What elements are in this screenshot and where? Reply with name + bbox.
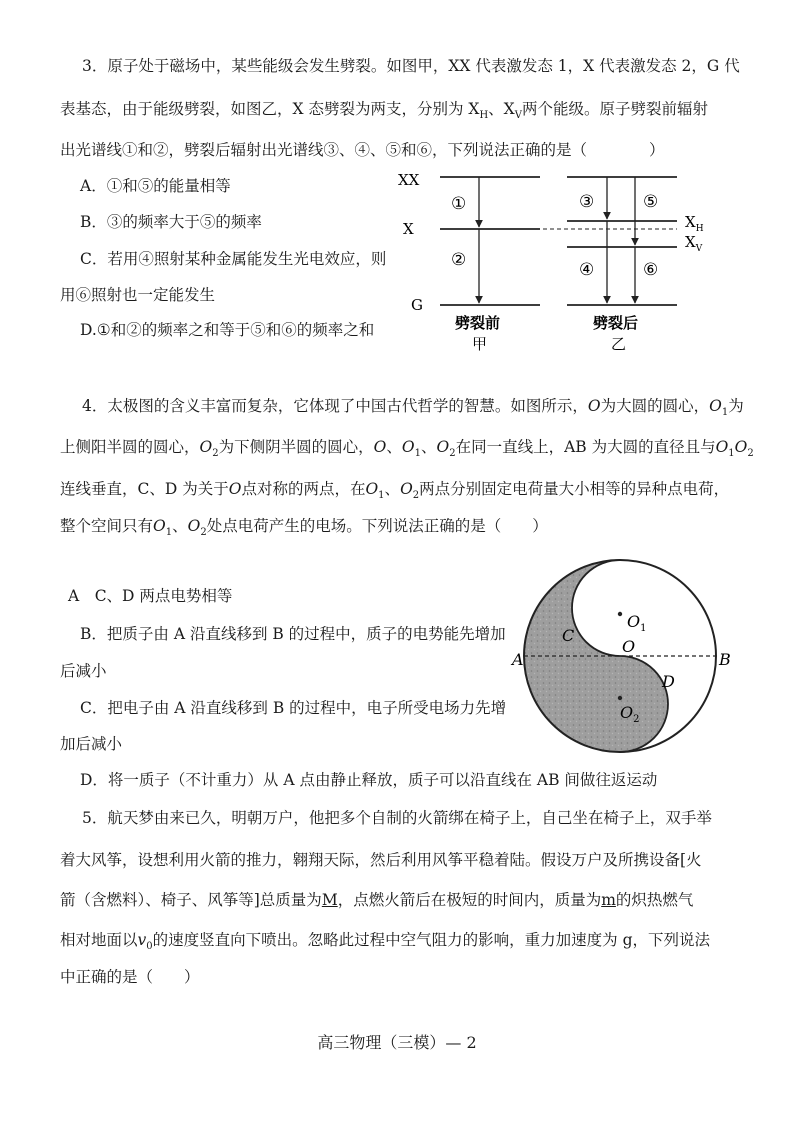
q4-stem-line-1 [82, 396, 744, 423]
caption-after: 劈裂后 [593, 314, 639, 332]
q3-stem-line-3: 出光谱线①和②，劈裂后辐射出光谱线③、④、⑤和⑥，下列说法正确的是（ ） [60, 141, 665, 159]
label-o2: $O_2$ [620, 703, 640, 725]
q5-sub-0: 0 [146, 941, 153, 953]
q4-stem-text: 、 [386, 438, 402, 456]
q5-symbol-v: v [137, 931, 147, 949]
sub-2: 2 [412, 490, 420, 502]
sym-o2: O [187, 517, 201, 535]
level-xx-label: XX [398, 171, 420, 189]
sym-o1: O [401, 438, 415, 456]
sub-1: 1 [728, 448, 735, 460]
q3-stem-line-1: 3．原子处于磁场中，某些能级会发生劈裂。如图甲，XX 代表激发态 1，X 代表激发态 2，G 代 [82, 57, 740, 75]
level-x-label: X [403, 220, 414, 238]
q4-stem-line-4 [60, 516, 548, 543]
sub-1: 1 [414, 448, 421, 460]
q4-option-d: D．将一质子（不计重力）从 A 点由静止释放，质子可以沿直线在 AB 间做往返运动 [80, 771, 658, 789]
q5-stem-line-5: 中正确的是（ ） [60, 968, 200, 986]
line-1-label: ① [451, 194, 467, 214]
q3-stem-text: 表基态，由于能级劈裂，如图乙，X 态劈裂为两支，分别为 X [60, 100, 480, 118]
q3-option-a: A．①和⑤的能量相等 [80, 177, 231, 195]
sym-o: O [587, 397, 601, 415]
point-o2 [618, 696, 622, 700]
q5-stem-text: 的炽热燃气 [615, 891, 694, 909]
q5-stem-line-1: 5．航天梦由来已久，明朝万户，他把多个自制的火箭绑在椅子上，自己坐在椅子上，双手举 [82, 809, 712, 827]
caption-before: 劈裂前 [455, 314, 501, 332]
label-c: C [562, 626, 575, 645]
line-6-label: ⑥ [643, 260, 659, 280]
q4-stem-text: 两点分别固定电荷量大小相等的异种点电荷， [419, 480, 730, 498]
q3-option-c-line-1: C．若用④照射某种金属能发生光电效应，则 [80, 250, 387, 268]
q4-option-c-line-2: 加后减小 [60, 735, 123, 753]
line-5-label: ⑤ [643, 192, 659, 212]
sub-1: 1 [721, 407, 729, 419]
sym-o2: O [734, 438, 748, 456]
energy-level-diagram [395, 165, 715, 355]
level-xv-label: $X_V$ [685, 233, 703, 254]
q4-option-b-line-2: 后减小 [60, 662, 107, 680]
q3-stem-text: 两个能级。原子劈裂前辐射 [521, 100, 708, 118]
q4-stem-text: 4．太极图的含义丰富而复杂，它体现了中国古代哲学的智慧。如图所示， [82, 397, 588, 415]
label-o1: $O_1$ [627, 612, 647, 634]
q3-option-d: D.①和②的频率之和等于⑤和⑥的频率之和 [80, 321, 375, 339]
q3-sub-v: V [514, 110, 522, 122]
q5-symbol-m-big: M [321, 891, 338, 909]
q5-stem-line-3 [60, 890, 693, 910]
sym-o1: O [153, 517, 166, 535]
page-footer: 高三物理（三模）— 2 [317, 1033, 477, 1052]
q3-option-c-line-2: 用⑥照射也一定能发生 [60, 286, 216, 304]
caption-before-sub: 甲 [472, 335, 488, 353]
q4-stem-text: 为 [728, 397, 744, 415]
q3-stem-text: 、X [488, 100, 515, 118]
q4-stem-line-2 [60, 437, 754, 464]
q5-stem-text: 相对地面以 [60, 931, 138, 949]
q5-stem-text: ，点燃火箭后在极短的时间内，质量为 [337, 891, 602, 909]
q4-stem-text: 点对称的两点，在 [241, 480, 366, 498]
point-o1 [618, 612, 622, 616]
caption-after-sub: 乙 [611, 335, 627, 353]
sym-o: O [373, 438, 387, 456]
sub-2: 2 [212, 448, 219, 460]
line-4-label: ④ [579, 260, 595, 280]
line-3-label: ③ [579, 192, 595, 212]
taiji-diagram [512, 555, 742, 755]
sym-o1: O [365, 480, 379, 498]
q3-stem-line-2 [60, 99, 708, 126]
q4-stem-text: 为下侧阴半圆的圆心， [218, 438, 374, 456]
label-b: B [719, 650, 731, 669]
q4-stem-line-3 [60, 479, 729, 506]
q4-stem-text: 、 [172, 517, 188, 535]
sym-o2: O [199, 438, 213, 456]
sym-o2: O [436, 438, 450, 456]
label-d: D [662, 672, 675, 691]
q4-stem-text: 在同一直线上，AB 为大圆的直径且与 [455, 438, 716, 456]
q4-stem-text: 、 [384, 480, 401, 498]
sub-1: 1 [165, 527, 173, 539]
line-2-label: ② [451, 250, 467, 270]
sym-o1: O [715, 438, 729, 456]
label-o: O [622, 637, 636, 656]
q4-option-a: A C、D 两点电势相等 [68, 587, 233, 605]
level-xh-label: $X_H$ [685, 213, 704, 234]
q3-option-b: B．③的频率大于⑤的频率 [80, 213, 262, 231]
q4-option-b-line-1: B．把质子由 A 沿直线移到 B 的过程中，质子的电势能先增加 [80, 625, 506, 643]
q5-stem-text: 箭（含燃料）、椅子、风筝等]总质量为 [60, 891, 322, 909]
q4-stem-text: 、 [420, 438, 437, 456]
sub-1: 1 [378, 490, 385, 502]
q4-stem-text: 处点电荷产生的电场。下列说法正确的是（ ） [206, 517, 548, 535]
q4-option-c-line-1: C．把电子由 A 沿直线移到 B 的过程中，电子所受电场力先增 [80, 699, 507, 717]
label-a: A [512, 650, 524, 669]
sym-o2: O [400, 480, 413, 498]
sub-2: 2 [449, 448, 456, 460]
q4-stem-text: 上侧阳半圆的圆心， [60, 438, 200, 456]
q5-symbol-m-small: m [601, 891, 616, 909]
sym-o1: O [709, 397, 722, 415]
sub-2: 2 [200, 527, 207, 539]
sub-2: 2 [747, 448, 754, 460]
q5-stem-line-2: 着大风筝，设想利用火箭的推力，翱翔天际，然后利用风筝平稳着陆。假设万户及所携设备[火 [60, 851, 702, 869]
q4-stem-text: 整个空间只有 [60, 517, 154, 535]
q3-sub-h: H [479, 110, 489, 122]
sym-o: O [228, 480, 242, 498]
q4-stem-text: 连线垂直，C、D 为关于 [60, 480, 229, 498]
level-g-label: G [411, 296, 423, 314]
q5-stem-line-4 [60, 930, 710, 957]
q4-stem-text: 为大圆的圆心， [600, 397, 710, 415]
q5-stem-text: 的速度竖直向下喷出。忽略此过程中空气阻力的影响，重力加速度为 g，下列说法 [152, 931, 711, 949]
